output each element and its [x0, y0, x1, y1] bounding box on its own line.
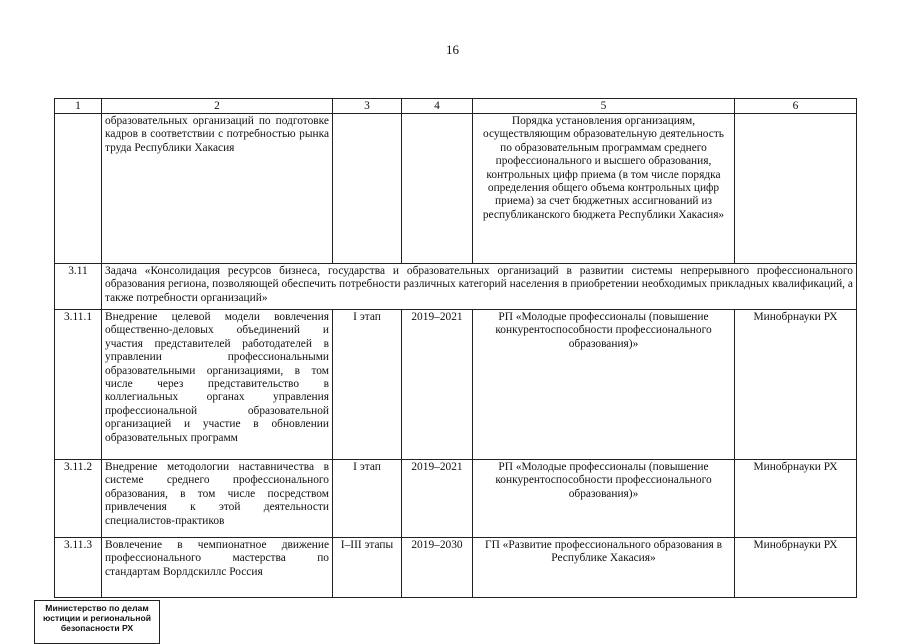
stamp-line: Министерство по делам [45, 603, 149, 613]
period-cell: 2019–2021 [402, 460, 473, 538]
stage-cell: I этап [333, 310, 402, 460]
stage-cell [333, 114, 402, 264]
table-row [55, 538, 857, 598]
measure-text: образовательных организаций по подготовке кадров в соответствии с потребностью рынка труда Республики Хакасия [102, 114, 333, 264]
row-number [55, 114, 102, 264]
header-cell: 5 [473, 99, 735, 114]
measure-text: Вовлечение в чемпионатное движение профессионального мастерства по стандартам Ворлдскиллс Россия [102, 538, 333, 598]
header-cell: 4 [402, 99, 473, 114]
responsible-cell: Минобрнауки РХ [735, 538, 857, 598]
stamp-line: безопасности РХ [60, 623, 134, 633]
measures-table [54, 98, 857, 598]
header-cell: 1 [55, 99, 102, 114]
document-cell: РП «Молодые профессионалы (повышение конкурентоспособности профессионального образования)» [473, 310, 735, 460]
header-cell: 3 [333, 99, 402, 114]
row-number: 3.11 [55, 264, 102, 310]
period-cell: 2019–2030 [402, 538, 473, 598]
task-text: Задача «Консолидация ресурсов бизнеса, государства и образовательных организаций в развитии системы непрерывного профессионального образования региона, позволяющей обеспечить потребности различных категорий населения в приобретении необходимых прикладных квалификаций, а также потребности организаций» [102, 264, 857, 310]
document-cell: Порядка установления организациям, осуществляющим образовательную деятельность по образовательным программам среднего профессионального и высшего образования, контрольных цифр приема (в том числе порядка определения общего объема контрольных цифр приема) за счет бюджетных ассигнований из республиканского бюджета Республики Хакасия» [473, 114, 735, 264]
table-row [55, 310, 857, 460]
document-cell: РП «Молодые профессионалы (повышение конкурентоспособности профессионального образования)» [473, 460, 735, 538]
registration-stamp [34, 600, 160, 644]
header-cell: 2 [102, 99, 333, 114]
table-row [55, 264, 857, 310]
responsible-cell: Минобрнауки РХ [735, 310, 857, 460]
responsible-cell [735, 114, 857, 264]
table-header-row [55, 99, 857, 114]
row-number: 3.11.2 [55, 460, 102, 538]
table-row [55, 114, 857, 264]
stage-cell: I этап [333, 460, 402, 538]
row-number: 3.11.3 [55, 538, 102, 598]
measure-text: Внедрение методологии наставничества в системе среднего профессионального образования, в том числе посредством привлечения к этой деятельности специалистов-практиков [102, 460, 333, 538]
document-cell: ГП «Развитие профессионального образования в Республике Хакасия» [473, 538, 735, 598]
stamp-line: юстиции и региональной [43, 613, 151, 623]
period-cell: 2019–2021 [402, 310, 473, 460]
table-row [55, 460, 857, 538]
measure-text: Внедрение целевой модели вовлечения общественно-деловых объединений и участия представителей работодателей в управлении профессиональными образовательными организациями, в том числе через представительство в коллегиальных органах управления профессиональной образовательной организацией и участие в обновлении образовательных программ [102, 310, 333, 460]
responsible-cell: Минобрнауки РХ [735, 460, 857, 538]
row-number: 3.11.1 [55, 310, 102, 460]
period-cell [402, 114, 473, 264]
page-number: 16 [446, 42, 459, 57]
stage-cell: I–III этапы [333, 538, 402, 598]
header-cell: 6 [735, 99, 857, 114]
